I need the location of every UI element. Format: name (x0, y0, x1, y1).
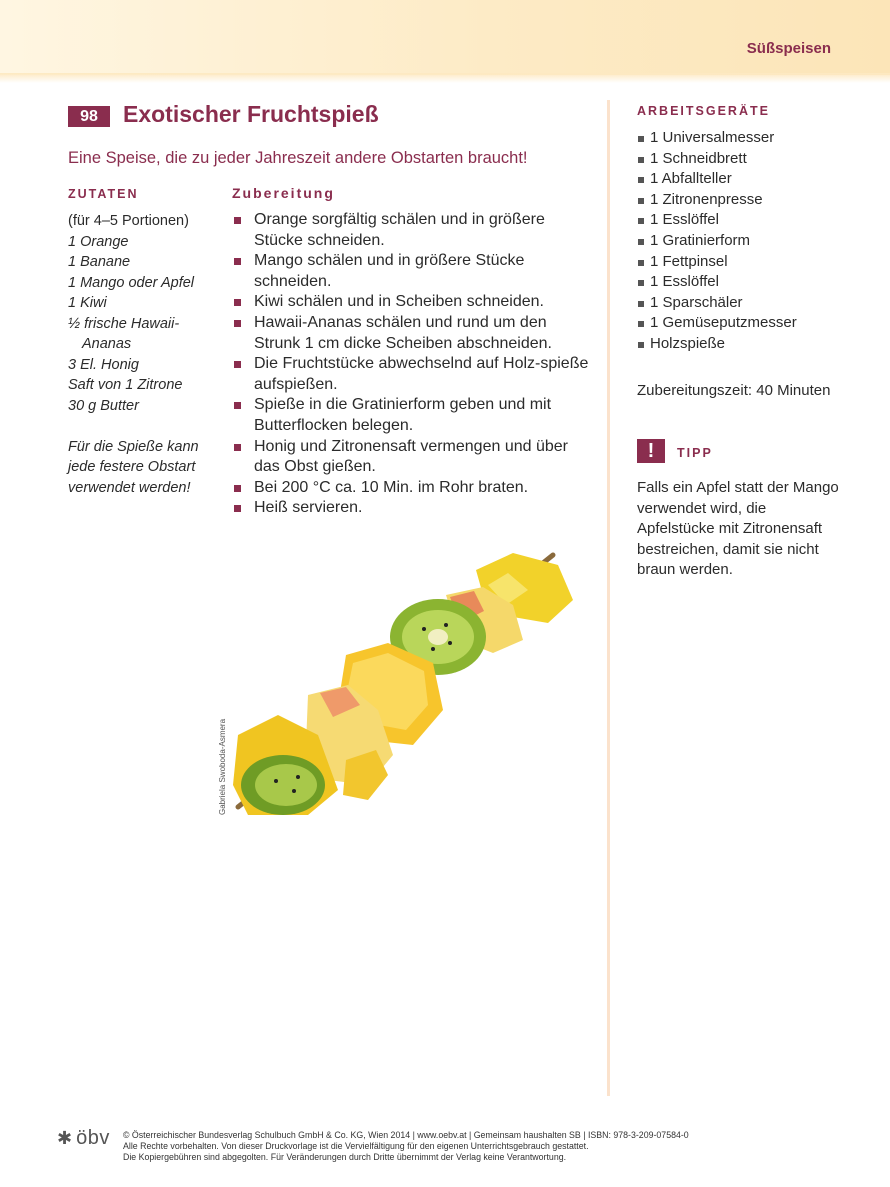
step-item: Hawaii-Ananas schälen und rund um den Strunk 1 cm dicke Scheiben abschneiden. (232, 313, 592, 354)
preparation-steps (232, 210, 592, 519)
publisher-logo (57, 1127, 110, 1150)
publisher-brand: öbv (76, 1127, 110, 1149)
tool-item: 1 Esslöffel (637, 272, 797, 293)
tool-item: 1 Universalmesser (637, 128, 797, 149)
recipe-subtitle: Eine Speise, die zu jeder Jahreszeit andere Obstarten braucht! (68, 149, 528, 167)
header-band (0, 0, 890, 75)
ingredients-heading: ZUTATEN (68, 187, 139, 201)
tool-item: 1 Gratinierform (637, 231, 797, 252)
footer-line: © Österreichischer Bundesverlag Schulbuch GmbH & Co. KG, Wien 2014 | www.oebv.at | Gemeinsam haushalten SB | ISBN: 978-3-209-07584-0 (123, 1130, 689, 1140)
exclamation-icon: ! (637, 439, 665, 463)
ingredient-item: 30 g Butter (68, 397, 139, 414)
ingredient-item: Saft von 1 Zitrone (68, 377, 183, 393)
note-line: jede festere Obstart (68, 459, 196, 475)
tool-item: 1 Schneidbrett (637, 149, 797, 170)
ingredient-item: 3 El. Honig (68, 356, 139, 373)
step-item: Die Fruchtstücke abwechselnd auf Holz-spieße aufspießen. (232, 354, 592, 395)
photo-credit: Gabriela Swoboda-Asmera (218, 718, 227, 815)
tool-item: 1 Abfallteller (637, 169, 797, 190)
tool-item: Holzspieße (637, 334, 797, 355)
step-item: Heiß servieren. (232, 498, 592, 519)
note-line: Für die Spieße kann (68, 438, 199, 455)
column-divider (607, 100, 610, 1096)
tool-item: 1 Zitronenpresse (637, 190, 797, 211)
step-item: Spieße in die Gratinierform geben und mit Butterflocken belegen. (232, 395, 592, 436)
ingredients-note (68, 437, 228, 499)
prep-time: Zubereitungszeit: 40 Minuten (637, 382, 831, 399)
footer-line: Alle Rechte vorbehalten. Von dieser Druckvorlage ist die Vervielfältigung für den eigenen Unterrichtsgebrauch gestattet. (123, 1141, 589, 1151)
step-item: Mango schälen und in größere Stücke schneiden. (232, 251, 592, 292)
ingredient-item: Ananas (82, 336, 132, 352)
note-line: verwendet werden! (68, 479, 191, 496)
preparation-heading: Zubereitung (232, 185, 335, 201)
step-item: Bei 200 °C ca. 10 Min. im Rohr braten. (232, 478, 592, 499)
ingredient-item: 1 Banane (68, 254, 131, 270)
tool-item: 1 Esslöffel (637, 210, 797, 231)
tool-item: 1 Sparschäler (637, 293, 797, 314)
step-item: Kiwi schälen und in Scheiben schneiden. (232, 292, 592, 313)
tools-heading: ARBEITSGERÄTE (637, 104, 770, 118)
tool-item: 1 Fettpinsel (637, 252, 797, 273)
tip-heading: TIPP (677, 446, 713, 460)
tip-text: Falls ein Apfel statt der Mango verwendet wird, die Apfelstücke mit Zitronensaft bestreichen, damit sie nicht braun werden. (637, 479, 839, 579)
ingredient-item: 1 Mango oder Apfel (68, 274, 195, 291)
footer-line: Die Kopiergebühren sind abgegolten. Für Veränderungen durch Dritte übernimmt der Verlag keine Verantwortung. (123, 1152, 567, 1162)
tools-list (637, 128, 797, 355)
portions: (für 4–5 Portionen) (68, 213, 189, 229)
star-icon: ✱ (57, 1128, 73, 1148)
recipe-title: Exotischer Fruchtspieß (123, 101, 379, 127)
ingredient-item: 1 Kiwi (68, 295, 107, 311)
section-title: Süßspeisen (746, 40, 831, 57)
tool-item: 1 Gemüseputzmesser (637, 313, 797, 334)
footer-copyright (123, 1130, 823, 1163)
fruit-skewer-photo (228, 545, 588, 815)
ingredient-item: ½ frische Hawaii- (68, 315, 180, 332)
ingredient-item: 1 Orange (68, 233, 129, 250)
ingredients-list (68, 211, 228, 498)
step-item: Honig und Zitronensaft vermengen und über das Obst gießen. (232, 437, 592, 478)
recipe-number-badge: 98 (68, 106, 110, 127)
step-item: Orange sorgfältig schälen und in größere Stücke schneiden. (232, 210, 592, 251)
